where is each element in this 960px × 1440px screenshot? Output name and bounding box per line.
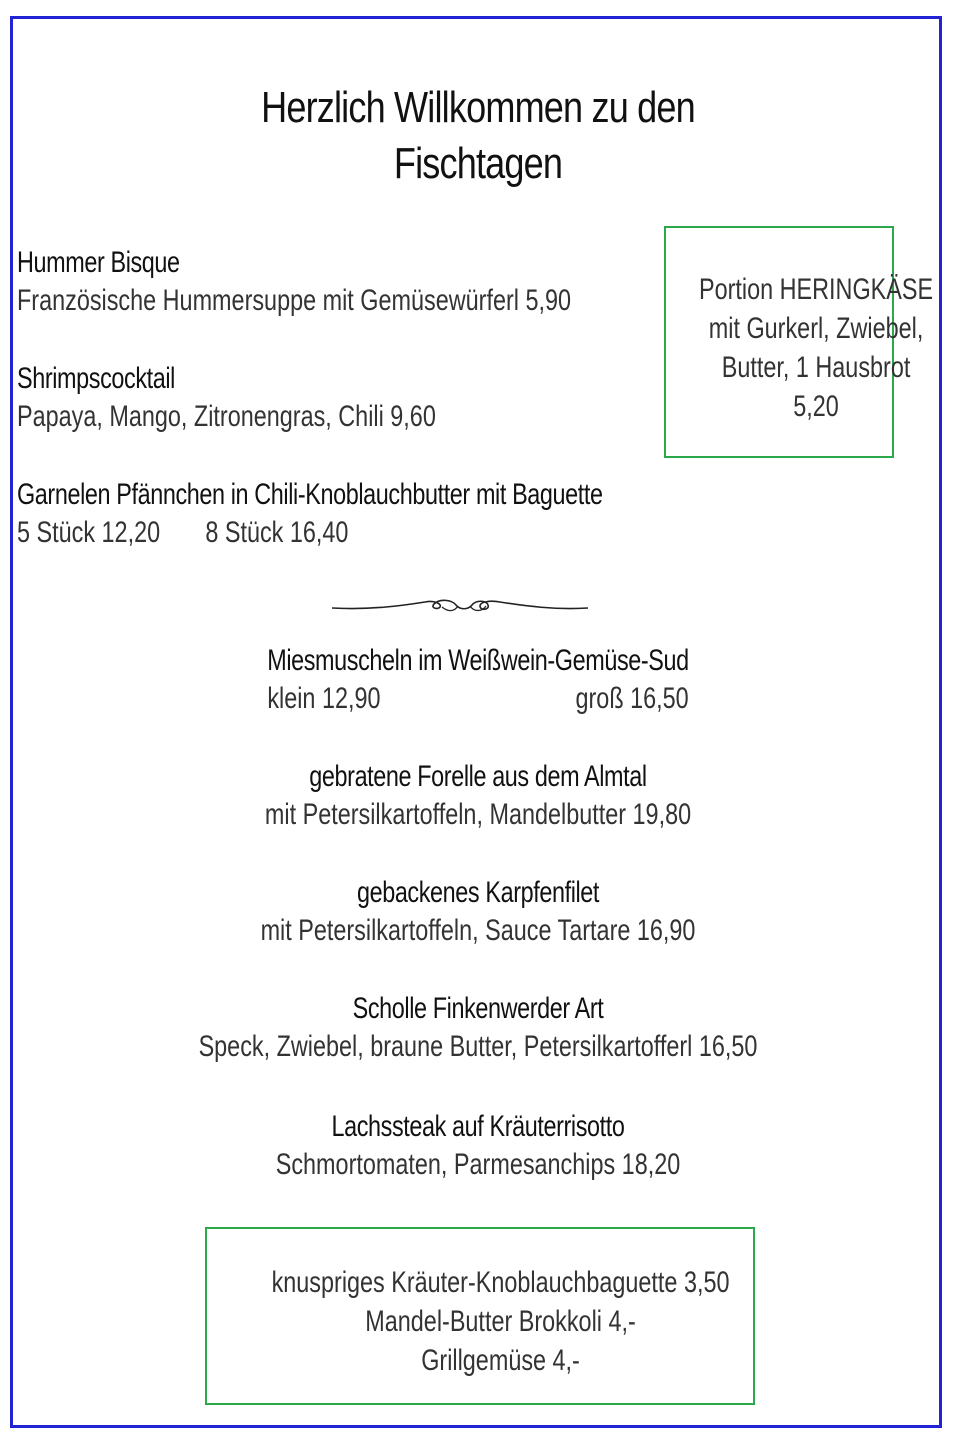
price-option: 5 Stück 12,20 (17, 516, 161, 549)
dish-desc: Speck, Zwiebel, braune Butter, Petersilkartofferl 16,50 (198, 1030, 758, 1063)
sides-box (205, 1227, 755, 1405)
box-line: mit Gurkerl, Zwiebel, (708, 312, 924, 345)
dish-name: Lachssteak auf Kräuterrisotto (331, 1110, 625, 1143)
herring-box (664, 226, 934, 458)
main-karpfenfilet (105, 874, 851, 950)
box-line: Portion HERINGKÄSE (699, 273, 934, 306)
main-forelle (105, 758, 851, 834)
starter-shrimpscocktail (17, 360, 436, 436)
dish-name: gebackenes Karpfenfilet (356, 876, 600, 909)
price-option: klein 12,90 (267, 682, 381, 715)
title-line-1: Herzlich Willkommen zu den (261, 83, 695, 132)
dish-name: Garnelen Pfännchen in Chili-Knoblauchbutter mit Baguette (17, 478, 603, 511)
dish-desc: mit Petersilkartoffeln, Mandelbutter 19,80 (264, 798, 692, 831)
main-miesmuscheln (105, 642, 851, 718)
price-option: 8 Stück 16,40 (205, 516, 349, 549)
dish-desc: Schmortomaten, Parmesanchips 18,20 (275, 1148, 681, 1181)
dish-desc: Papaya, Mango, Zitronengras, Chili 9,60 (17, 400, 436, 433)
dish-name: Miesmuscheln im Weißwein-Gemüse-Sud (267, 644, 689, 677)
main-scholle (105, 990, 851, 1066)
dish-name: Hummer Bisque (17, 246, 180, 279)
box-line: 5,20 (793, 390, 839, 423)
starter-hummer-bisque (17, 244, 571, 320)
price-option: groß 16,50 (575, 682, 689, 715)
dish-name: Shrimpscocktail (17, 362, 175, 395)
ornament-divider (330, 592, 590, 620)
dish-prices (105, 680, 851, 718)
dish-name: gebratene Forelle aus dem Almtal (309, 760, 647, 793)
dish-desc: Französische Hummersuppe mit Gemüsewürferl 5,90 (17, 284, 572, 317)
dish-prices (17, 514, 603, 552)
main-lachssteak (105, 1108, 851, 1184)
title-line-2: Fischtagen (393, 139, 563, 188)
starter-garnelen (17, 476, 603, 552)
dish-name: Scholle Finkenwerder Art (352, 992, 604, 1025)
menu-title (86, 80, 870, 192)
box-line: Grillgemüse 4,- (421, 1344, 580, 1377)
box-line: Mandel-Butter Brokkoli 4,- (365, 1305, 636, 1338)
dish-desc: mit Petersilkartoffeln, Sauce Tartare 16,90 (260, 914, 696, 947)
box-line: knuspriges Kräuter-Knoblauchbaguette 3,50 (271, 1266, 730, 1299)
box-line: Butter, 1 Hausbrot (721, 351, 911, 384)
